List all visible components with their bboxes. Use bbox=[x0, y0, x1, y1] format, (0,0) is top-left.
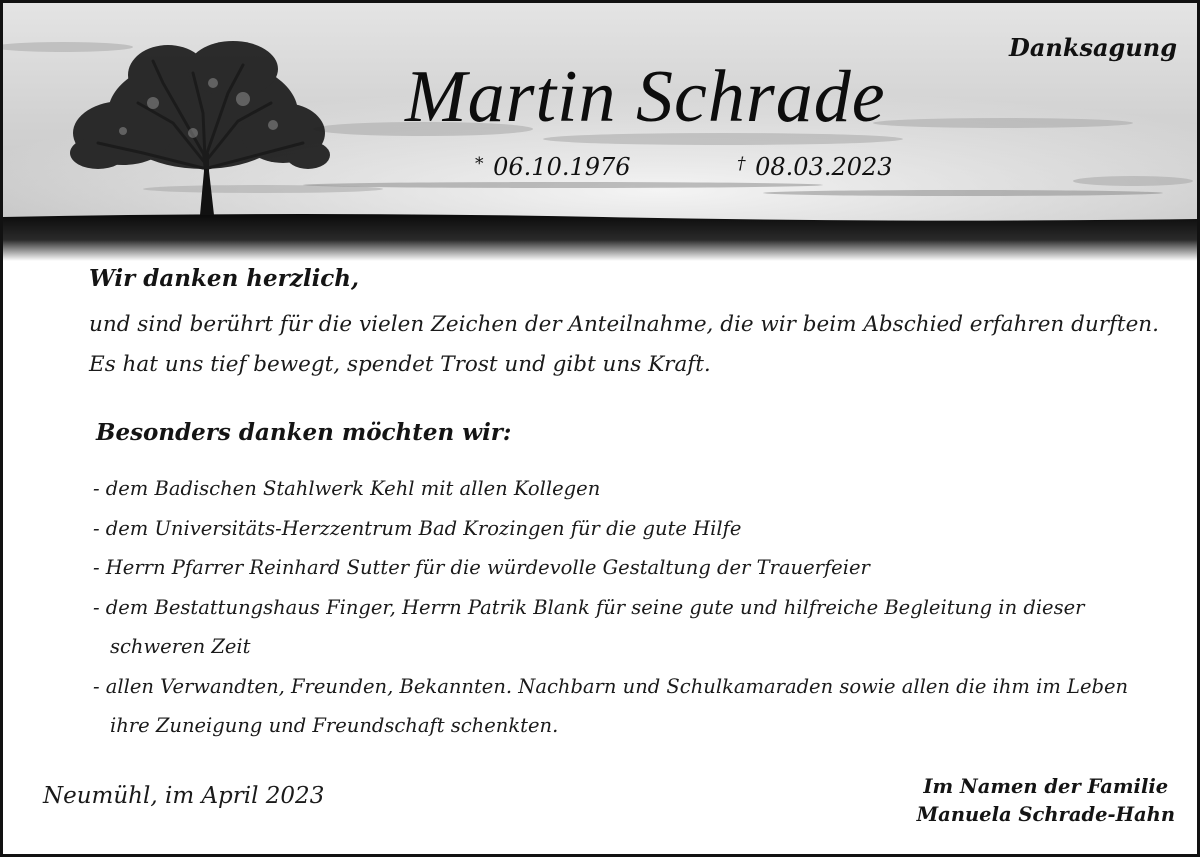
signature-line-1: Im Namen der Familie bbox=[923, 775, 1169, 798]
deceased-name: Martin Schrade bbox=[405, 56, 886, 138]
death-date-value: 08.03.2023 bbox=[755, 153, 893, 181]
death-cross-icon: † bbox=[737, 154, 746, 174]
list-item: - allen Verwandten, Freunden, Bekannten. Nachbarn und Schulkamaraden sowie allen die ihm im Leben ihre Zuneigung und Freundschaft schenkten. bbox=[93, 674, 1129, 737]
signature-block bbox=[917, 773, 1175, 829]
list-item: - dem Bestattungshaus Finger, Herrn Patrik Blank für seine gute und hilfreiche Begleitung in dieser schweren Zeit bbox=[93, 595, 1085, 658]
place-and-date: Neumühl, im April 2023 bbox=[43, 783, 325, 809]
death-date bbox=[737, 153, 893, 181]
birth-date-value: 06.10.1976 bbox=[493, 153, 631, 181]
thanks-intro-text: und sind berührt für die vielen Zeichen der Anteilnahme, die wir beim Abschied erfahren durften. Es hat uns tief bewegt, spendet Trost und gibt uns Kraft. bbox=[89, 312, 1159, 377]
signature-line-2: Manuela Schrade-Hahn bbox=[916, 803, 1175, 826]
birth-star-icon: * bbox=[475, 154, 484, 174]
header-banner bbox=[3, 3, 1197, 261]
thanks-list bbox=[93, 469, 1153, 746]
list-item: - Herrn Pfarrer Reinhard Sutter für die würdevolle Gestaltung der Trauerfeier bbox=[93, 556, 870, 579]
list-item: - dem Badischen Stahlwerk Kehl mit allen Kollegen bbox=[93, 477, 601, 500]
thanks-heading: Wir danken herzlich, bbox=[89, 265, 360, 292]
special-thanks-heading: Besonders danken möchten wir: bbox=[96, 419, 512, 446]
notice-type-label: Danksagung bbox=[1009, 33, 1177, 62]
list-item: - dem Universitäts-Herzzentrum Bad Krozingen für die gute Hilfe bbox=[93, 516, 742, 540]
birth-date bbox=[475, 153, 631, 181]
